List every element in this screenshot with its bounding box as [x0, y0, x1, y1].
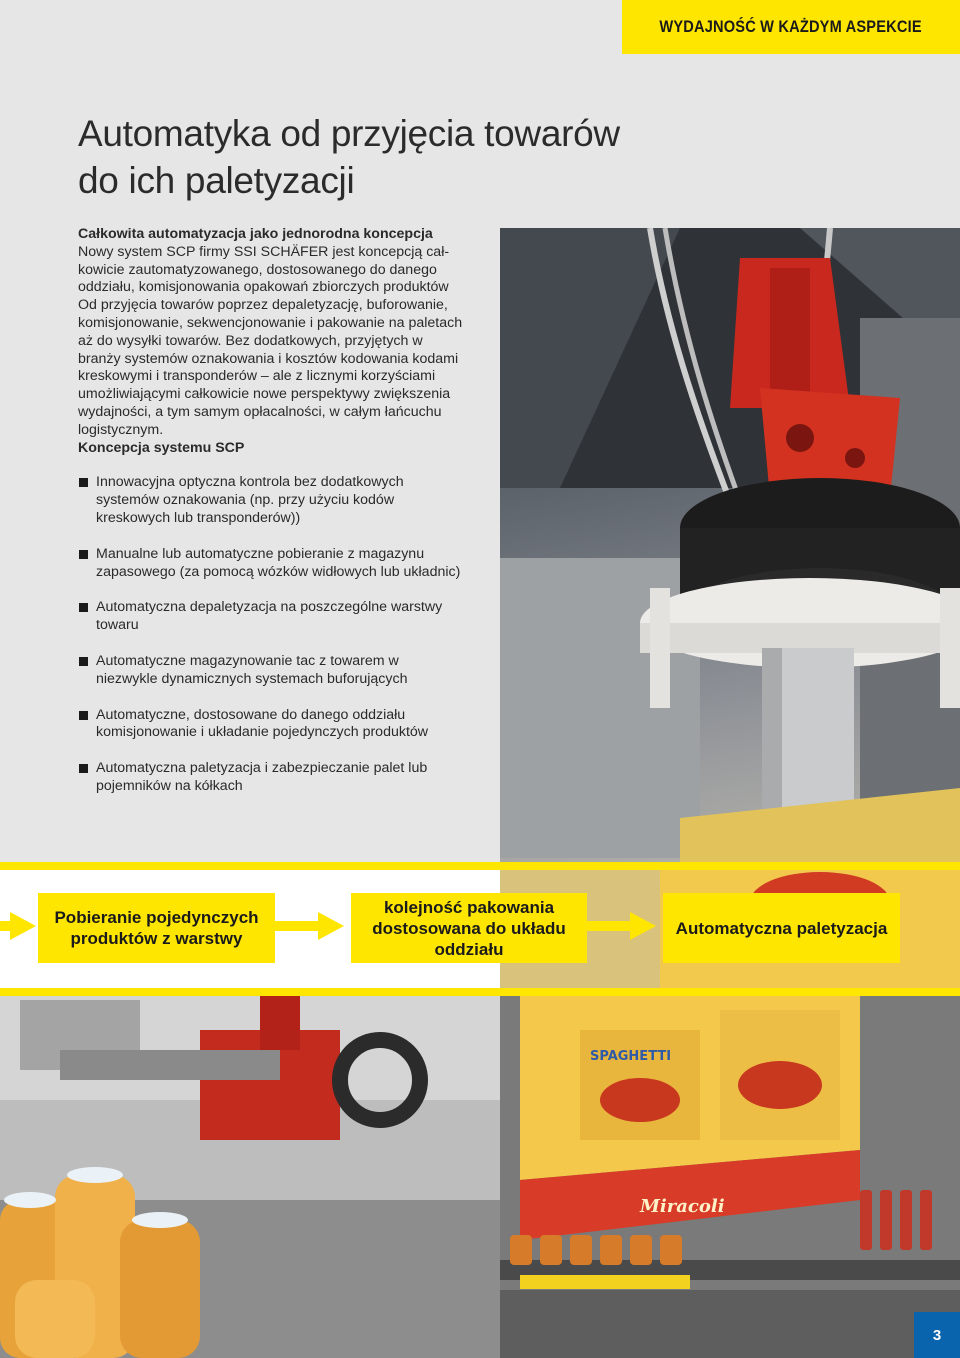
list-item-line: towaru	[96, 617, 139, 634]
list-item-line: zapasowego (za pomocą wózków widłowych lub układnic)	[96, 563, 461, 580]
intro-line: wydajności, a tym samym opłacalności, w całym łańcuchu	[78, 403, 442, 420]
list-item-line: Automatyczna depaletyzacja na poszczególne warstwy	[96, 599, 443, 616]
intro-line: komisjonowanie, sekwencjonowanie i pakowanie na paletach	[78, 314, 463, 331]
process-step-label	[372, 897, 566, 960]
list-item-line: komisjonowanie i układanie pojedynczych produktów	[96, 724, 429, 741]
intro-line: Nowy system SCP firmy SSI SCHÄFER jest koncepcją cał-	[78, 243, 450, 260]
process-step-line: kolejność pakowania	[383, 897, 555, 917]
list-item	[78, 546, 490, 582]
intro-line: branży systemów oznakowania i kosztów kodowania kodami	[78, 350, 459, 367]
process-step-label	[54, 907, 258, 949]
process-step-line: oddziału	[434, 939, 504, 959]
page-title	[78, 110, 698, 204]
arrow-right-icon	[10, 912, 36, 940]
bullet-square-icon	[79, 711, 88, 720]
list-item	[78, 474, 490, 527]
section-header-text: WYDAJNOŚĆ W KAŻDYM ASPEKCIE	[659, 17, 923, 36]
process-step-label: Automatyczna paletyzacja	[675, 918, 888, 938]
robot-gripper-illustration	[500, 228, 960, 862]
process-step-palletizing	[663, 893, 900, 963]
list-item-line: Automatyczne magazynowanie tac z towarem w	[96, 652, 399, 669]
intro-line: umożliwiającymi całkowicie nowe perspektywy zwiększenia	[78, 386, 451, 403]
list-item	[78, 707, 490, 743]
robot-gripper-photo	[500, 228, 960, 862]
list-item-line: pojemników na kółkach	[96, 777, 243, 794]
box-label-text: SPAGHETTI	[590, 1049, 672, 1064]
list-item	[78, 760, 490, 796]
intro-subheading: Całkowita automatyzacja jako jednorodna koncepcja	[78, 226, 433, 242]
intro-line: kowicie zautomatyzowanego, dostosowanego do danego	[78, 261, 437, 278]
list-item-line: systemów oznakowania (np. przy użyciu kodów	[96, 492, 395, 509]
intro-line: oddziału, komisjonowania opakowań zbiorczych produktów	[78, 279, 449, 296]
page-title-line-1: Automatyka od przyjęcia towarów	[78, 113, 620, 154]
page-number-text: 3	[932, 1326, 942, 1344]
process-step-sequencing	[351, 893, 587, 963]
body-text-column	[78, 226, 490, 814]
brand-logo-text-2: Miracoli	[640, 1196, 725, 1217]
process-step-line: dostosowana do układu	[372, 918, 566, 938]
process-band-top-line	[0, 862, 960, 870]
intro-paragraph	[78, 244, 490, 440]
arrow-shaft	[587, 921, 632, 931]
list-item-line: Automatyczne, dostosowane do danego oddziału	[96, 706, 406, 723]
list-item-line: Innowacyjna optyczna kontrola bez dodatkowych	[96, 474, 404, 491]
bullet-square-icon	[79, 550, 88, 559]
intro-line: logistycznym.	[78, 421, 164, 438]
list-item	[78, 599, 490, 635]
list-item-line: Automatyczna paletyzacja i zabezpieczanie palet lub	[96, 760, 428, 777]
concept-list	[78, 474, 490, 795]
intro-line: kreskowymi i transponderów – ale z licznymi korzyściami	[78, 368, 436, 385]
bullet-square-icon	[79, 657, 88, 666]
list-item-line: niezwykle dynamicznych systemach buforujących	[96, 670, 408, 687]
bullet-square-icon	[79, 764, 88, 773]
list-item-line: kreskowych lub transponderów))	[96, 509, 301, 526]
list-item	[78, 653, 490, 689]
bottling-line-photo	[0, 990, 960, 1358]
bullet-square-icon	[79, 603, 88, 612]
process-step-line: Pobieranie pojedynczych	[54, 908, 259, 927]
page-number	[914, 1312, 960, 1358]
process-step-line: produktów z warstwy	[70, 929, 243, 948]
section-header-tag	[622, 0, 960, 54]
bullet-square-icon	[79, 478, 88, 487]
process-band-bottom-line	[0, 988, 960, 996]
intro-line: aż do wysyłki towarów. Bez dodatkowych, przyjętych w	[78, 332, 423, 349]
page-title-line-2: do ich paletyzacji	[78, 160, 355, 201]
arrow-right-icon	[318, 912, 344, 940]
arrow-right-icon	[630, 912, 656, 940]
bottling-line-illustration	[0, 990, 960, 1358]
arrow-shaft	[275, 921, 320, 931]
concept-heading: Koncepcja systemu SCP	[78, 439, 245, 456]
list-item-line: Manualne lub automatyczne pobieranie z magazynu	[96, 545, 425, 562]
intro-line: Od przyjęcia towarów poprzez depaletyzację, buforowanie,	[78, 297, 448, 314]
process-step-picking	[38, 893, 275, 963]
